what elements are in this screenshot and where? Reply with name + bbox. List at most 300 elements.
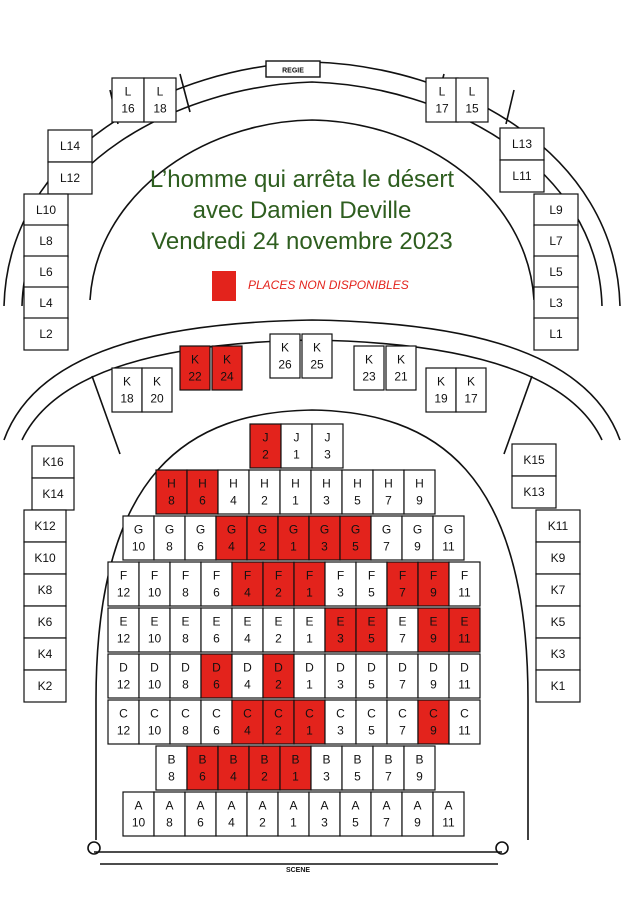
seat-h1[interactable] bbox=[280, 470, 311, 514]
seat-row-letter: F bbox=[274, 568, 283, 583]
seat-f5[interactable] bbox=[356, 562, 387, 606]
seat-e8[interactable] bbox=[170, 608, 201, 652]
seat-row-letter: E bbox=[119, 614, 128, 629]
seat-d11[interactable] bbox=[449, 654, 480, 698]
seat-number: 3 bbox=[323, 493, 330, 508]
seat-l13[interactable] bbox=[500, 128, 544, 160]
seat-number: 9 bbox=[430, 677, 437, 692]
seat-number: 7 bbox=[385, 493, 392, 508]
seat-row-letter: G bbox=[350, 522, 361, 537]
seat-h3[interactable] bbox=[311, 470, 342, 514]
seat-number: 1 bbox=[306, 631, 313, 646]
seat-number: 2 bbox=[259, 815, 266, 830]
seat-number: 6 bbox=[213, 723, 220, 738]
seat-row-letter: D bbox=[119, 660, 128, 675]
seat-a9[interactable] bbox=[402, 792, 433, 836]
seat-number: 25 bbox=[310, 357, 324, 372]
seat-h2[interactable] bbox=[249, 470, 280, 514]
seat-g3[interactable] bbox=[309, 516, 340, 560]
seat-d2[interactable] bbox=[263, 654, 294, 698]
seat-number: 9 bbox=[416, 493, 423, 508]
seat-e4[interactable] bbox=[232, 608, 263, 652]
seat-number: 20 bbox=[150, 391, 164, 406]
seat-k7[interactable] bbox=[536, 574, 580, 606]
seat-row-letter: E bbox=[367, 614, 376, 629]
seat-number: 8 bbox=[182, 723, 189, 738]
seat-e7[interactable] bbox=[387, 608, 418, 652]
seat-number: 11 bbox=[442, 815, 455, 830]
seat-d1[interactable] bbox=[294, 654, 325, 698]
seat-k8[interactable] bbox=[24, 574, 66, 606]
seat-row-letter: A bbox=[413, 798, 422, 813]
seat-b2[interactable] bbox=[249, 746, 280, 790]
seat-b8[interactable] bbox=[156, 746, 187, 790]
seat-number: 1 bbox=[292, 493, 299, 508]
seat-number: 4 bbox=[244, 723, 251, 738]
seat-c9[interactable] bbox=[418, 700, 449, 744]
seat-row-letter: K bbox=[122, 374, 132, 389]
seat-k11[interactable] bbox=[536, 510, 580, 542]
seat-number: L4 bbox=[39, 296, 53, 310]
seat-number: L10 bbox=[35, 203, 57, 217]
seat-row-letter: L bbox=[124, 84, 132, 99]
seat-row-letter: A bbox=[320, 798, 329, 813]
seat-row-letter: B bbox=[260, 752, 269, 767]
seat-row-letter: E bbox=[460, 614, 469, 629]
seat-row-letter: F bbox=[367, 568, 376, 583]
seat-c5[interactable] bbox=[356, 700, 387, 744]
seat-c1[interactable] bbox=[294, 700, 325, 744]
seat-row-letter: K bbox=[436, 374, 446, 389]
seat-row-letter: G bbox=[164, 522, 175, 537]
seat-row-letter: L bbox=[438, 84, 446, 99]
seat-c11[interactable] bbox=[449, 700, 480, 744]
seat-row-letter: E bbox=[398, 614, 407, 629]
seat-b5[interactable] bbox=[342, 746, 373, 790]
seat-k5[interactable] bbox=[536, 606, 580, 638]
seat-k4[interactable] bbox=[24, 638, 66, 670]
seat-row-letter: K bbox=[466, 374, 476, 389]
seat-number: K12 bbox=[34, 519, 56, 533]
seat-k15[interactable] bbox=[512, 444, 556, 476]
seat-row-letter: H bbox=[260, 476, 269, 491]
scene-label: SCENE bbox=[285, 867, 311, 874]
seat-number: 7 bbox=[399, 677, 406, 692]
seat-a8[interactable] bbox=[154, 792, 185, 836]
seat-row-letter: K bbox=[396, 352, 406, 367]
seat-e5[interactable] bbox=[356, 608, 387, 652]
seat-l6[interactable] bbox=[24, 256, 68, 288]
seat-number: 6 bbox=[213, 677, 220, 692]
seat-number: 8 bbox=[168, 769, 175, 784]
seat-number: 7 bbox=[385, 769, 392, 784]
seat-number: 8 bbox=[168, 493, 175, 508]
seat-number: K2 bbox=[37, 679, 53, 693]
seat-number: 24 bbox=[220, 369, 234, 384]
seat-number: 8 bbox=[166, 539, 173, 554]
seat-number: L11 bbox=[512, 169, 532, 183]
seat-d3[interactable] bbox=[325, 654, 356, 698]
seat-k22[interactable] bbox=[180, 346, 210, 390]
seat-f12[interactable] bbox=[108, 562, 139, 606]
seat-l14[interactable] bbox=[48, 130, 92, 162]
seat-row-letter: D bbox=[367, 660, 376, 675]
seat-number: 6 bbox=[197, 539, 204, 554]
seat-row-letter: B bbox=[291, 752, 300, 767]
seat-b4[interactable] bbox=[218, 746, 249, 790]
seat-row-letter: H bbox=[384, 476, 393, 491]
seat-l18[interactable] bbox=[144, 78, 176, 122]
seat-row-letter: F bbox=[150, 568, 159, 583]
seat-number: K14 bbox=[42, 487, 64, 501]
seat-number: L6 bbox=[39, 265, 53, 279]
seat-g6[interactable] bbox=[185, 516, 216, 560]
seat-number: 6 bbox=[197, 815, 204, 830]
seat-g5[interactable] bbox=[340, 516, 371, 560]
seat-number: L9 bbox=[549, 203, 563, 217]
seat-row-letter: F bbox=[181, 568, 190, 583]
seat-number: 18 bbox=[120, 391, 134, 406]
seat-number: 6 bbox=[213, 631, 220, 646]
seat-a6[interactable] bbox=[185, 792, 216, 836]
seat-b9[interactable] bbox=[404, 746, 435, 790]
seat-d10[interactable] bbox=[139, 654, 170, 698]
legend-unavailable-label: PLACES NON DISPONIBLES bbox=[248, 278, 409, 292]
seat-row-letter: C bbox=[367, 706, 376, 721]
seat-row-letter: E bbox=[181, 614, 190, 629]
seat-a10[interactable] bbox=[123, 792, 154, 836]
seat-f1[interactable] bbox=[294, 562, 325, 606]
seat-row-letter: E bbox=[429, 614, 438, 629]
seat-row-letter: L bbox=[156, 84, 164, 99]
seat-k10[interactable] bbox=[24, 542, 66, 574]
seat-row-letter: D bbox=[305, 660, 314, 675]
seat-row-letter: C bbox=[460, 706, 469, 721]
seat-k14[interactable] bbox=[32, 478, 74, 510]
seat-number: 18 bbox=[153, 101, 167, 116]
seat-a7[interactable] bbox=[371, 792, 402, 836]
seat-number: 3 bbox=[321, 539, 328, 554]
seat-f9[interactable] bbox=[418, 562, 449, 606]
seat-row-letter: C bbox=[119, 706, 128, 721]
seat-number: 2 bbox=[259, 539, 266, 554]
seat-f8[interactable] bbox=[170, 562, 201, 606]
seat-g4[interactable] bbox=[216, 516, 247, 560]
seat-d8[interactable] bbox=[170, 654, 201, 698]
seat-l16[interactable] bbox=[112, 78, 144, 122]
seat-c2[interactable] bbox=[263, 700, 294, 744]
seat-number: 4 bbox=[230, 769, 237, 784]
seat-row-letter: D bbox=[150, 660, 159, 675]
seat-number: 1 bbox=[290, 815, 297, 830]
seat-row-letter: H bbox=[229, 476, 238, 491]
seat-f4[interactable] bbox=[232, 562, 263, 606]
seat-b7[interactable] bbox=[373, 746, 404, 790]
seat-k1[interactable] bbox=[536, 670, 580, 702]
seat-row-letter: J bbox=[262, 430, 269, 445]
seat-b3[interactable] bbox=[311, 746, 342, 790]
seat-number: 5 bbox=[354, 769, 361, 784]
seat-c12[interactable] bbox=[108, 700, 139, 744]
seat-number: L1 bbox=[549, 327, 563, 341]
seat-g10[interactable] bbox=[123, 516, 154, 560]
seat-j2[interactable] bbox=[250, 424, 281, 468]
seat-k3[interactable] bbox=[536, 638, 580, 670]
seat-k9[interactable] bbox=[536, 542, 580, 574]
seat-c6[interactable] bbox=[201, 700, 232, 744]
seat-number: 7 bbox=[399, 631, 406, 646]
seat-d7[interactable] bbox=[387, 654, 418, 698]
seat-row-letter: F bbox=[460, 568, 469, 583]
seat-number: 8 bbox=[182, 585, 189, 600]
seat-k6[interactable] bbox=[24, 606, 66, 638]
seat-number: 9 bbox=[414, 539, 421, 554]
seat-number: 5 bbox=[354, 493, 361, 508]
seat-f6[interactable] bbox=[201, 562, 232, 606]
seat-number: 12 bbox=[116, 677, 131, 692]
seat-number: 5 bbox=[352, 539, 359, 554]
seat-row-letter: C bbox=[305, 706, 314, 721]
seat-f10[interactable] bbox=[139, 562, 170, 606]
seat-g11[interactable] bbox=[433, 516, 464, 560]
seat-row-letter: D bbox=[274, 660, 283, 675]
seat-row-letter: K bbox=[280, 340, 290, 355]
seat-number: 2 bbox=[261, 769, 268, 784]
seat-number: 1 bbox=[306, 723, 313, 738]
upper-divider-right-1 bbox=[506, 90, 514, 124]
seat-d9[interactable] bbox=[418, 654, 449, 698]
seat-row-letter: C bbox=[398, 706, 407, 721]
seat-row-letter: G bbox=[412, 522, 423, 537]
seat-number: 3 bbox=[323, 769, 330, 784]
seat-e12[interactable] bbox=[108, 608, 139, 652]
seat-l5[interactable] bbox=[534, 256, 578, 288]
seat-k13[interactable] bbox=[512, 476, 556, 508]
seat-k24[interactable] bbox=[212, 346, 242, 390]
seat-number: 10 bbox=[131, 539, 146, 554]
seat-a2[interactable] bbox=[247, 792, 278, 836]
seat-k2[interactable] bbox=[24, 670, 66, 702]
seat-b1[interactable] bbox=[280, 746, 311, 790]
seat-row-letter: B bbox=[322, 752, 331, 767]
seat-row-letter: A bbox=[351, 798, 360, 813]
seat-row-letter: H bbox=[198, 476, 207, 491]
seat-row-letter: E bbox=[150, 614, 159, 629]
seat-row-letter: A bbox=[258, 798, 267, 813]
seat-row-letter: G bbox=[257, 522, 268, 537]
seat-row-letter: G bbox=[288, 522, 299, 537]
seat-number: 26 bbox=[278, 357, 292, 372]
seat-number: 19 bbox=[434, 391, 448, 406]
seat-number: 7 bbox=[383, 539, 390, 554]
seat-number: 5 bbox=[368, 677, 375, 692]
seat-number: 23 bbox=[362, 369, 376, 384]
seat-f3[interactable] bbox=[325, 562, 356, 606]
seat-number: 5 bbox=[352, 815, 359, 830]
seat-number: K1 bbox=[550, 679, 566, 693]
seat-g1[interactable] bbox=[278, 516, 309, 560]
seat-number: 17 bbox=[435, 101, 449, 116]
seat-e3[interactable] bbox=[325, 608, 356, 652]
seat-number: 2 bbox=[275, 723, 282, 738]
seat-a1[interactable] bbox=[278, 792, 309, 836]
seat-k12[interactable] bbox=[24, 510, 66, 542]
seat-l15[interactable] bbox=[456, 78, 488, 122]
seat-number: 6 bbox=[213, 585, 220, 600]
seat-row-letter: A bbox=[134, 798, 143, 813]
seat-row-letter: A bbox=[444, 798, 453, 813]
upper-inner-wall bbox=[22, 82, 602, 306]
seat-f11[interactable] bbox=[449, 562, 480, 606]
seat-number: 2 bbox=[275, 677, 282, 692]
seat-e11[interactable] bbox=[449, 608, 480, 652]
seat-g9[interactable] bbox=[402, 516, 433, 560]
seat-e1[interactable] bbox=[294, 608, 325, 652]
seat-k19[interactable] bbox=[426, 368, 456, 412]
seat-l4[interactable] bbox=[24, 287, 68, 319]
seat-number: 7 bbox=[383, 815, 390, 830]
seat-number: 11 bbox=[458, 677, 471, 692]
seat-number: 8 bbox=[166, 815, 173, 830]
seat-k16[interactable] bbox=[32, 446, 74, 478]
seat-row-letter: C bbox=[181, 706, 190, 721]
seat-d12[interactable] bbox=[108, 654, 139, 698]
seat-number: 4 bbox=[244, 631, 251, 646]
seat-row-letter: E bbox=[336, 614, 345, 629]
seat-number: 15 bbox=[465, 101, 479, 116]
seat-row-letter: H bbox=[291, 476, 300, 491]
seat-f2[interactable] bbox=[263, 562, 294, 606]
seat-number: 9 bbox=[430, 585, 437, 600]
seat-number: 3 bbox=[337, 723, 344, 738]
seat-row-letter: H bbox=[322, 476, 331, 491]
seat-number: 10 bbox=[147, 585, 162, 600]
seat-number: 10 bbox=[147, 631, 162, 646]
seat-c4[interactable] bbox=[232, 700, 263, 744]
seat-number: 4 bbox=[230, 493, 237, 508]
seat-number: 2 bbox=[275, 585, 282, 600]
seat-number: 22 bbox=[188, 369, 202, 384]
seat-number: 1 bbox=[290, 539, 297, 554]
seat-h5[interactable] bbox=[342, 470, 373, 514]
seat-l1[interactable] bbox=[534, 318, 578, 350]
seat-number: L5 bbox=[549, 265, 563, 279]
seat-number: K5 bbox=[550, 615, 566, 629]
seat-l17[interactable] bbox=[426, 78, 458, 122]
seat-a4[interactable] bbox=[216, 792, 247, 836]
seat-c8[interactable] bbox=[170, 700, 201, 744]
seat-d4[interactable] bbox=[232, 654, 263, 698]
seat-row-letter: A bbox=[196, 798, 205, 813]
seat-row-letter: B bbox=[384, 752, 393, 767]
seat-row-letter: C bbox=[336, 706, 345, 721]
seat-number: 16 bbox=[121, 101, 135, 116]
seat-row-letter: A bbox=[382, 798, 391, 813]
seat-number: L8 bbox=[39, 234, 53, 248]
seat-e6[interactable] bbox=[201, 608, 232, 652]
seat-b6[interactable] bbox=[187, 746, 218, 790]
seat-row-letter: B bbox=[415, 752, 424, 767]
seat-number: 11 bbox=[458, 631, 471, 646]
seat-l3[interactable] bbox=[534, 287, 578, 319]
seat-d5[interactable] bbox=[356, 654, 387, 698]
seat-number: 1 bbox=[292, 769, 299, 784]
seat-h4[interactable] bbox=[218, 470, 249, 514]
seat-number: K7 bbox=[550, 583, 566, 597]
seat-number: 7 bbox=[399, 585, 406, 600]
seat-row-letter: D bbox=[336, 660, 345, 675]
seat-row-letter: E bbox=[243, 614, 252, 629]
seat-number: 2 bbox=[275, 631, 282, 646]
seat-k18[interactable] bbox=[112, 368, 142, 412]
seat-row-letter: B bbox=[229, 752, 238, 767]
seat-row-letter: C bbox=[274, 706, 283, 721]
seat-number: L3 bbox=[549, 296, 563, 310]
seat-d6[interactable] bbox=[201, 654, 232, 698]
seat-j3[interactable] bbox=[312, 424, 343, 468]
seat-number: 1 bbox=[306, 585, 313, 600]
seat-row-letter: F bbox=[398, 568, 407, 583]
seat-f7[interactable] bbox=[387, 562, 418, 606]
seat-k23[interactable] bbox=[354, 346, 384, 390]
seat-h7[interactable] bbox=[373, 470, 404, 514]
legend-unavailable-swatch bbox=[212, 271, 236, 301]
seat-number: K16 bbox=[42, 455, 64, 469]
seat-row-letter: E bbox=[305, 614, 314, 629]
seat-a3[interactable] bbox=[309, 792, 340, 836]
seat-k25[interactable] bbox=[302, 334, 332, 378]
seat-number: 7 bbox=[399, 723, 406, 738]
seat-row-letter: B bbox=[198, 752, 207, 767]
seat-c10[interactable] bbox=[139, 700, 170, 744]
seat-h6[interactable] bbox=[187, 470, 218, 514]
seat-k17[interactable] bbox=[456, 368, 486, 412]
seat-row-letter: A bbox=[289, 798, 298, 813]
seat-h9[interactable] bbox=[404, 470, 435, 514]
seat-e10[interactable] bbox=[139, 608, 170, 652]
seat-j1[interactable] bbox=[281, 424, 312, 468]
seat-k20[interactable] bbox=[142, 368, 172, 412]
seat-e2[interactable] bbox=[263, 608, 294, 652]
seat-row-letter: D bbox=[212, 660, 221, 675]
seat-row-letter: D bbox=[460, 660, 469, 675]
seat-g7[interactable] bbox=[371, 516, 402, 560]
seat-number: 3 bbox=[324, 447, 331, 462]
seat-h8[interactable] bbox=[156, 470, 187, 514]
seat-row-letter: G bbox=[226, 522, 237, 537]
seat-g8[interactable] bbox=[154, 516, 185, 560]
seat-number: 10 bbox=[147, 723, 162, 738]
seat-row-letter: F bbox=[336, 568, 345, 583]
seat-g2[interactable] bbox=[247, 516, 278, 560]
seat-a11[interactable] bbox=[433, 792, 464, 836]
seat-k26[interactable] bbox=[270, 334, 300, 378]
seat-c7[interactable] bbox=[387, 700, 418, 744]
seat-row-letter: H bbox=[353, 476, 362, 491]
seat-e9[interactable] bbox=[418, 608, 449, 652]
seat-number: 5 bbox=[368, 631, 375, 646]
seat-row-letter: D bbox=[243, 660, 252, 675]
seat-l2[interactable] bbox=[24, 318, 68, 350]
event-date-line: Vendredi 24 novembre 2023 bbox=[151, 228, 453, 255]
seat-k21[interactable] bbox=[386, 346, 416, 390]
seat-number: 10 bbox=[131, 815, 146, 830]
seat-row-letter: J bbox=[293, 430, 300, 445]
seat-a5[interactable] bbox=[340, 792, 371, 836]
seat-c3[interactable] bbox=[325, 700, 356, 744]
seat-number: 4 bbox=[244, 585, 251, 600]
seat-number: 4 bbox=[244, 677, 251, 692]
